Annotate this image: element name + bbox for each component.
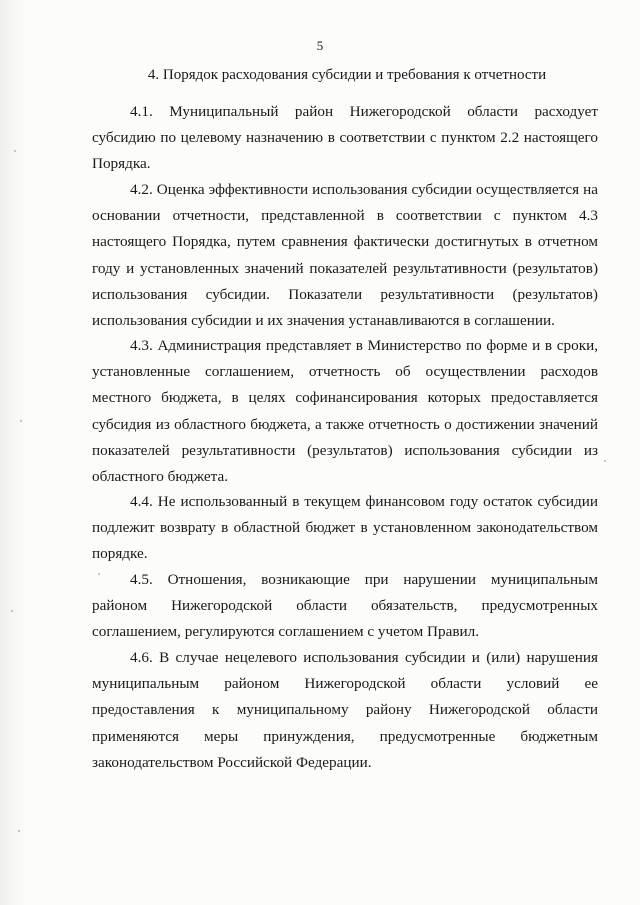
paragraph-4-3: 4.3. Администрация представляет в Министерство по форме и в сроки, установленные соглашением, отчетность об осуществлении расходов местного бюджета, в целях софинансирования которых предоставляется субсидия из областного бюджета, а также отчетность о достижении значений показателей результативности (результатов) использования субсидии из областного бюджета. [92,337,598,486]
section-heading: 4. Порядок расходования субсидии и требования к отчетности [147,67,547,83]
scan-speck [11,610,13,612]
paragraph-4-2: 4.2. Оценка эффективности использования субсидии осуществляется на основании отчетности, представленной в соответствии с пунктом 4.3 настоящего Порядка, путем сравнения фактически достигнутых в отчетном году и установленных значений показателей результативности (результатов) использования субсидии. Показатели результативности (результатов) использования субсидии и их значения устанавливаются в соглашении. [92,181,598,330]
paragraph-4-5: 4.5. Отношения, возникающие при нарушении муниципальным районом Нижегородской области обязательств, предусмотренных соглашением, регулируются соглашением с учетом Правил. [92,571,598,641]
page-number: 5 [316,38,324,53]
scan-edge-shadow [0,0,26,905]
scan-speck [604,460,606,462]
scan-speck [20,420,22,422]
paragraph-4-4: 4.4. Не использованный в текущем финансовом году остаток субсидии подлежит возврату в областной бюджет в установленном законодательством порядке. [92,493,598,563]
paragraph-4-6: 4.6. В случае нецелевого использования субсидии и (или) нарушения муниципальным районом Нижегородской области условий ее предоставления к муниципальному району Нижегородской области применяются меры принуждения, предусмотренные бюджетным законодательством Российской Федерации. [92,649,598,771]
paragraph-4-1: 4.1. Муниципальный район Нижегородской области расходует субсидию по целевому назначению в соответствии с пунктом 2.2 настоящего Порядка. [92,103,598,173]
scan-speck [18,830,20,832]
scan-speck [98,573,100,575]
scan-speck [14,150,16,152]
